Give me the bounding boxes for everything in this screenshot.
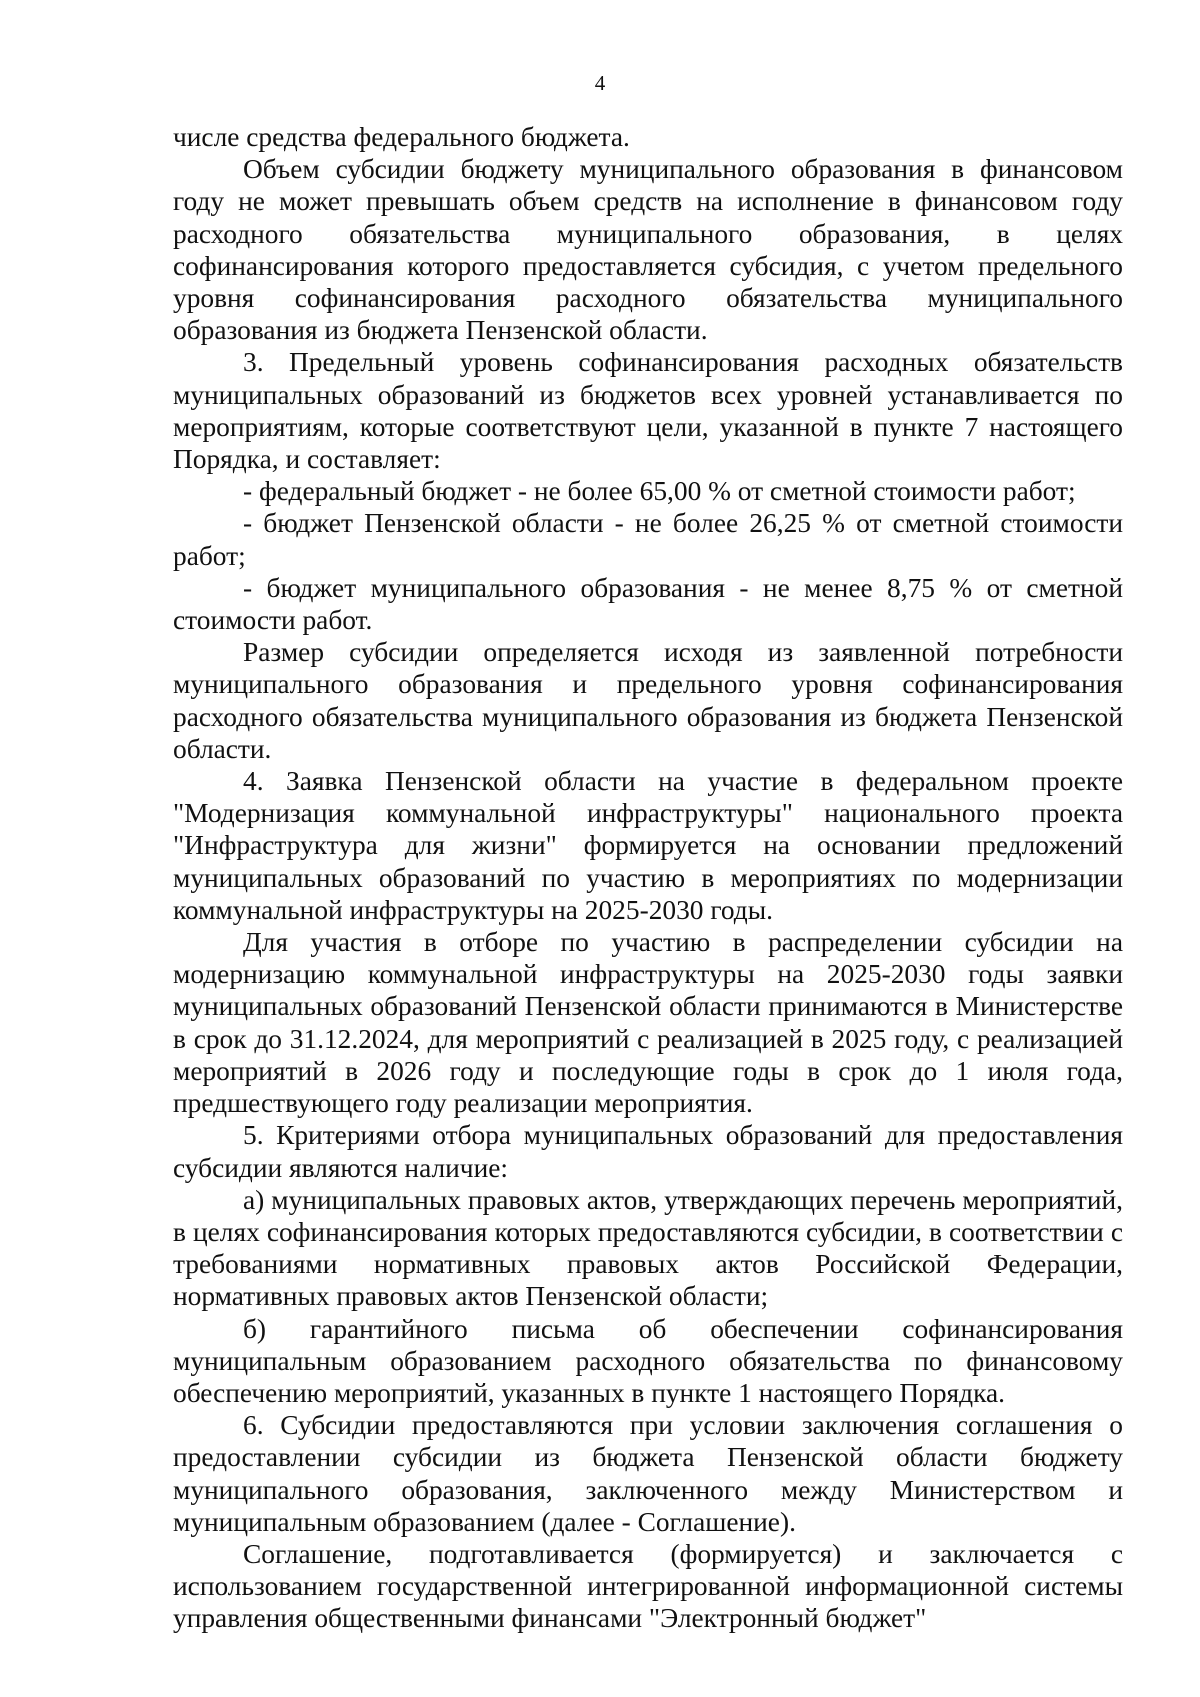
paragraph-agreement-system: Соглашение, подготавливается (формируется) и заключается с использованием государственной интегрированной информационной системы управления общественными финансами "Электронный бюджет" [173,1538,1123,1634]
list-item-municipal-budget: - бюджет муниципального образования - не менее 8,75 % от сметной стоимости работ. [173,572,1123,636]
paragraph-item-4-application: 4. Заявка Пензенской области на участие в федеральном проекте "Модернизация коммунальной инфраструктуры" национального проекта "Инфраструктура для жизни" формируется на основании предложений муниципальных образований по участию в мероприятиях по модернизации коммунальной инфраструктуры на 2025-2030 годы. [173,766,1123,925]
list-item-federal-budget: - федеральный бюджет - не более 65,00 % от сметной стоимости работ; [243,476,1076,507]
list-item-regional-budget: - бюджет Пензенской области - не более 26,25 % от сметной стоимости работ; [173,508,1123,571]
page-number: 4 [594,71,606,95]
paragraph-federal-budget-continuation: числе средства федерального бюджета. [173,122,630,152]
paragraph-item-3-cofinancing-level: 3. Предельный уровень софинансирования расходных обязательств муниципальных образований из бюджетов всех уровней устанавливается по мероприятиям, которые соответствуют цели, указанной в пункте 7 настоящего Порядка, и составляет: [173,347,1123,475]
document-body [173,121,1123,1635]
paragraph-selection-participation: Для участия в отборе по участию в распределении субсидии на модернизацию коммунальной инфраструктуры на 2025-2030 годы заявки муниципальных образований Пензенской области принимаются в Министерстве в срок до 31.12.2024, для мероприятий с реализацией в 2025 году, с реализацией мероприятий в 2026 году и последующие годы в срок до 1 июля года, предшествующего году реализации мероприятия. [173,927,1123,1119]
paragraph-subsidy-volume: Объем субсидии бюджету муниципального образования в финансовом году не может превышать объем средств на исполнение в финансовом году расходного обязательства муниципального образования, в целях софинансирования которого предоставляется субсидия, с учетом предельного уровня софинансирования расходного обязательства муниципального образования из бюджета Пензенской области. [173,154,1123,346]
paragraph-item-5-criteria: 5. Критериями отбора муниципальных образований для предоставления субсидии являются наличие: [173,1120,1123,1183]
paragraph-item-6-agreement: 6. Субсидии предоставляются при условии заключения соглашения о предоставлении субсидии из бюджета Пензенской области бюджету муниципального образования, заключенного между Министерством и муниципальным образованием (далее - Соглашение). [173,1410,1123,1537]
list-item-criteria-b: б) гарантийного письма об обеспечении софинансирования муниципальным образованием расходного обязательства по финансовому обеспечению мероприятий, указанных в пункте 1 настоящего Порядка. [173,1313,1123,1408]
paragraph-subsidy-size: Размер субсидии определяется исходя из заявленной потребности муниципального образования и предельного уровня софинансирования расходного обязательства муниципального образования из бюджета Пензенской области. [173,637,1123,764]
list-item-criteria-a: а) муниципальных правовых актов, утверждающих перечень мероприятий, в целях софинансирования которых предоставляются субсидии, в соответствии с требованиями нормативных правовых актов Российской Федерации, нормативных правовых актов Пензенской области; [173,1184,1123,1312]
